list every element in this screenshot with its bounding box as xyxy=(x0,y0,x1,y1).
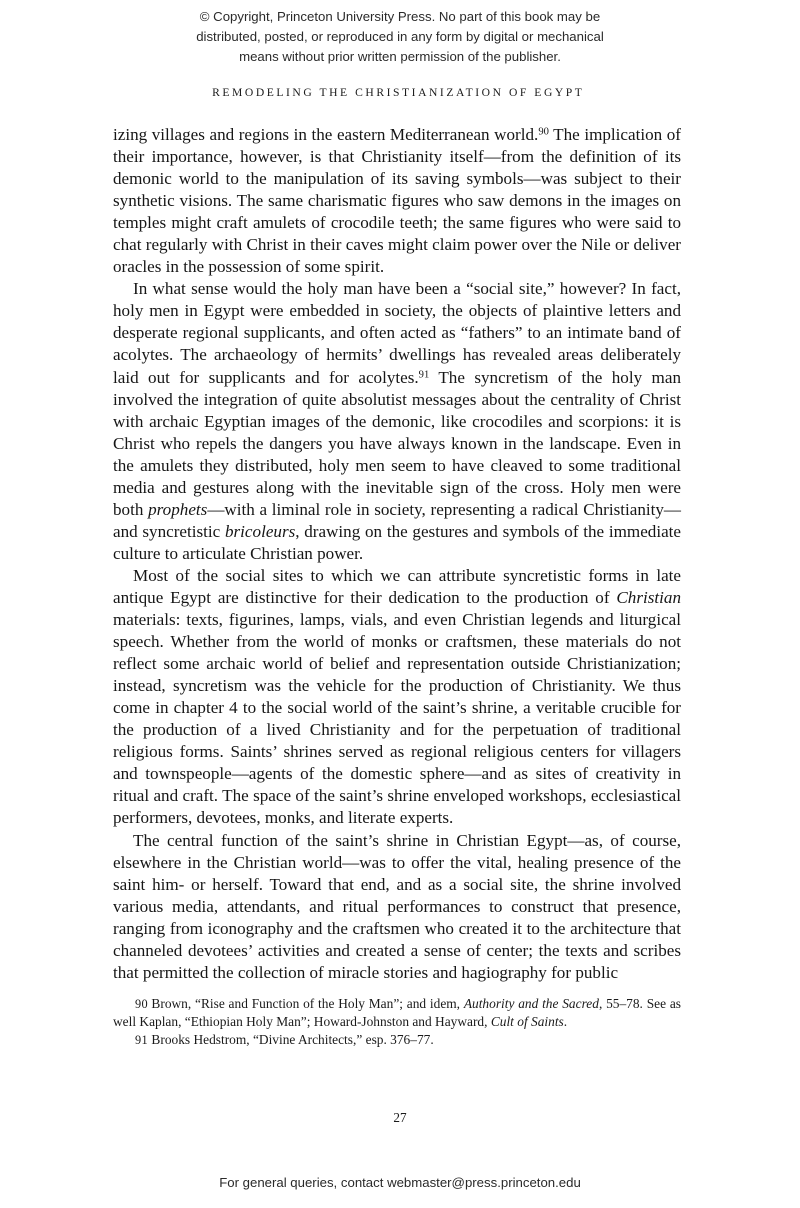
body-paragraph: The central function of the saint’s shrine in Christian Egypt—as, of course, elsewhere in the Christian world—was to offer the vital, healing presence of the saint him- or herself. Toward that end, and as a social site, the shrine involved various media, attendants, and ritual performances to construct that presence, ranging from iconography and the craftsmen who created it to the architecture that channeled devotees’ activities and created a sense of center; the texts and scribes that permitted the collection of miracle stories and hagiography for public xyxy=(113,830,681,982)
page-footer-contact: For general queries, contact webmaster@press.princeton.edu xyxy=(219,1175,581,1190)
footnote-entry xyxy=(113,995,681,1031)
copyright-notice: © Copyright, Princeton University Press. No part of this book may be distributed, posted, or reproduced in any form by digital or mechanical means without prior written permission of the publisher. xyxy=(196,9,604,65)
body-text-column xyxy=(113,124,681,984)
running-head: REMODELING THE CHRISTIANIZATION OF EGYPT xyxy=(212,86,585,99)
footnote-text: Brooks Hedstrom, “Divine Architects,” esp. 376–77. xyxy=(151,1032,434,1048)
body-paragraph: izing villages and regions in the eastern Mediterranean world.$^{90}$ The implication of their importance, however, is that Christianity itself—from the definition of its demonic world to the manipulation of its saving symbols—was subject to their synthetic visions. The same charismatic figures who saw demons in the images on temples might craft amulets of crocodile teeth; the same figures who were said to chat regularly with Christ in their caves might claim power over the Nile or deliver oracles in the possession of some spirit. xyxy=(113,125,681,277)
page-number: 27 xyxy=(393,1110,407,1125)
footnote-entry xyxy=(113,1031,681,1049)
footnote-number: 91 xyxy=(135,1033,148,1048)
footnotes-block xyxy=(113,995,681,1050)
footnote-number: 90 xyxy=(135,997,148,1011)
body-paragraph: Most of the social sites to which we can attribute syncretistic forms in late antique Egypt are distinctive for their dedication to the production of Christian materials: texts, figurines, lamps, vials, and even Christian legends and liturgical speech. Whether from the world of monks or craftsmen, these materials do not reflect some archaic world of belief and representation outside Christianization; instead, syncretism was the vehicle for the production of Christianity. We thus come in chapter 4 to the social world of the saint’s shrine, a veritable crucible for the production of a lived Christianity and for the perpetuation of traditional religious forms. Saints’ shrines served as regional religious centers for villagers and townspeople—agents of the domestic sphere—and as sites of creativity in ritual and craft. The space of the saint’s shrine enveloped workshops, ecclesiastical performers, devotees, monks, and literate experts. xyxy=(113,565,681,828)
footnote-text: Brown, “Rise and Function of the Holy Man”; and idem, Authority and the Sacred, 55–78. See as well Kaplan, “Ethiopian Holy Man”; Howard-Johnston and Hayward, Cult of Saints. xyxy=(113,996,681,1030)
body-paragraph: In what sense would the holy man have been a “social site,” however? In fact, holy men in Egypt were embedded in society, the objects of plaintive letters and desperate regional supplicants, and often acted as “fathers” to an intimate band of acolytes. The archaeology of hermits’ dwellings has revealed areas deliberately laid out for supplicants and for acolytes.$^{91}$ The syncretism of the holy man involved the integration of quite absolutist messages about the centrality of Christ with archaic Egyptian images of the demonic, like crocodiles and scorpions: it is Christ who repels the dangers you have always known in the landscape. Even in the amulets they distributed, holy men seem to have cleaved to some traditional media and gestures along with the inevitable sign of the cross. Holy men were both prophets—with a liminal role in society, representing a radical Christianity—and syncretistic bricoleurs, drawing on the gestures and symbols of the immediate culture to articulate Christian power. xyxy=(113,279,682,563)
